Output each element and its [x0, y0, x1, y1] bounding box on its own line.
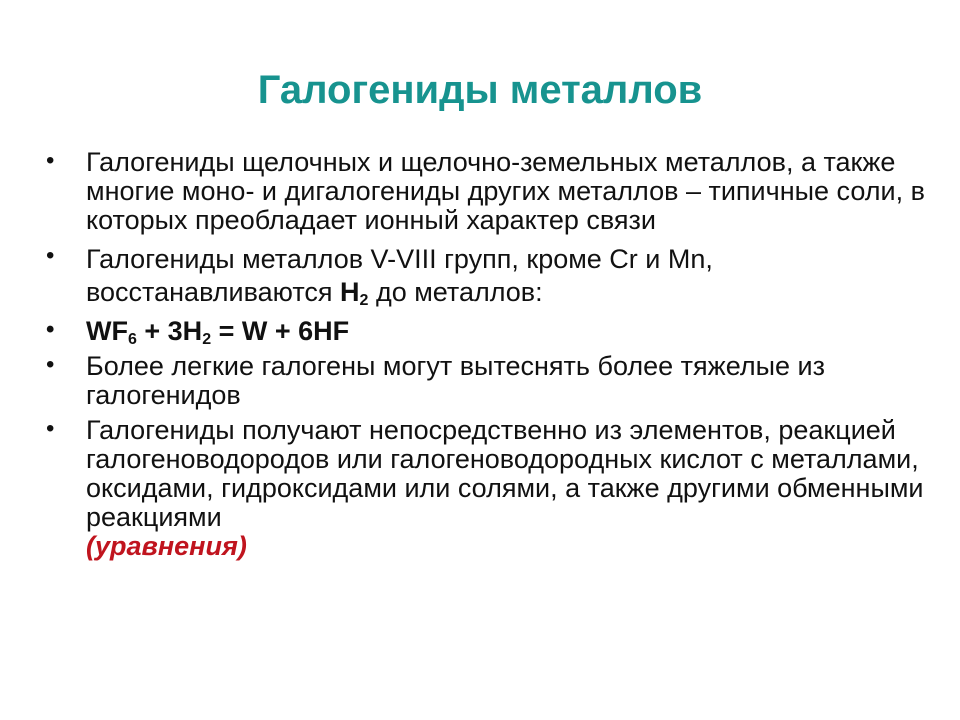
bullet-dot-icon: • [46, 147, 55, 174]
bullet-item [46, 416, 926, 561]
hydrogen-formula [340, 277, 368, 307]
formula-symbol: WF [86, 316, 128, 346]
bullet-text: Галогениды металлов V-VIII групп, кроме Cr и Mn, восстанавливаются [86, 244, 713, 307]
bullet-list [46, 148, 926, 561]
bullet-dot-icon: • [46, 316, 55, 343]
bullet-text-end: до металлов: [368, 277, 543, 307]
bullet-text: Галогениды получают непосредственно из элементов, реакцией галогеноводородов или галогеноводородных кислот с металлами, оксидами, гидроксидами или солями, а также другими обменными реакциями [86, 415, 924, 532]
formula-symbol: H [340, 277, 360, 307]
bullet-item [46, 148, 926, 235]
bullet-dot-icon: • [46, 415, 55, 442]
equation [86, 316, 349, 346]
bullet-item [46, 243, 926, 309]
bullet-dot-icon: • [46, 351, 55, 378]
slide-title: Галогениды металлов [257, 68, 703, 112]
bullet-dot-icon: • [46, 242, 55, 269]
bullet-text: Более легкие галогены могут вытеснять более тяжелые из галогенидов [86, 351, 825, 410]
bullet-text: Галогениды щелочных и щелочно-земельных металлов, а также многие моно- и дигалогениды других металлов – типичные соли, в которых преобладает ионный характер связи [86, 147, 925, 235]
formula-subscript: 2 [359, 292, 369, 309]
formula-symbol: + 3H [136, 316, 203, 346]
equations-link[interactable]: (уравнения) [86, 531, 247, 561]
formula-subscript: 2 [202, 331, 212, 348]
bullet-item-equation [46, 317, 926, 346]
formula-symbol: = W + 6HF [211, 316, 350, 346]
bullet-item [46, 352, 926, 410]
formula-subscript: 6 [127, 331, 137, 348]
